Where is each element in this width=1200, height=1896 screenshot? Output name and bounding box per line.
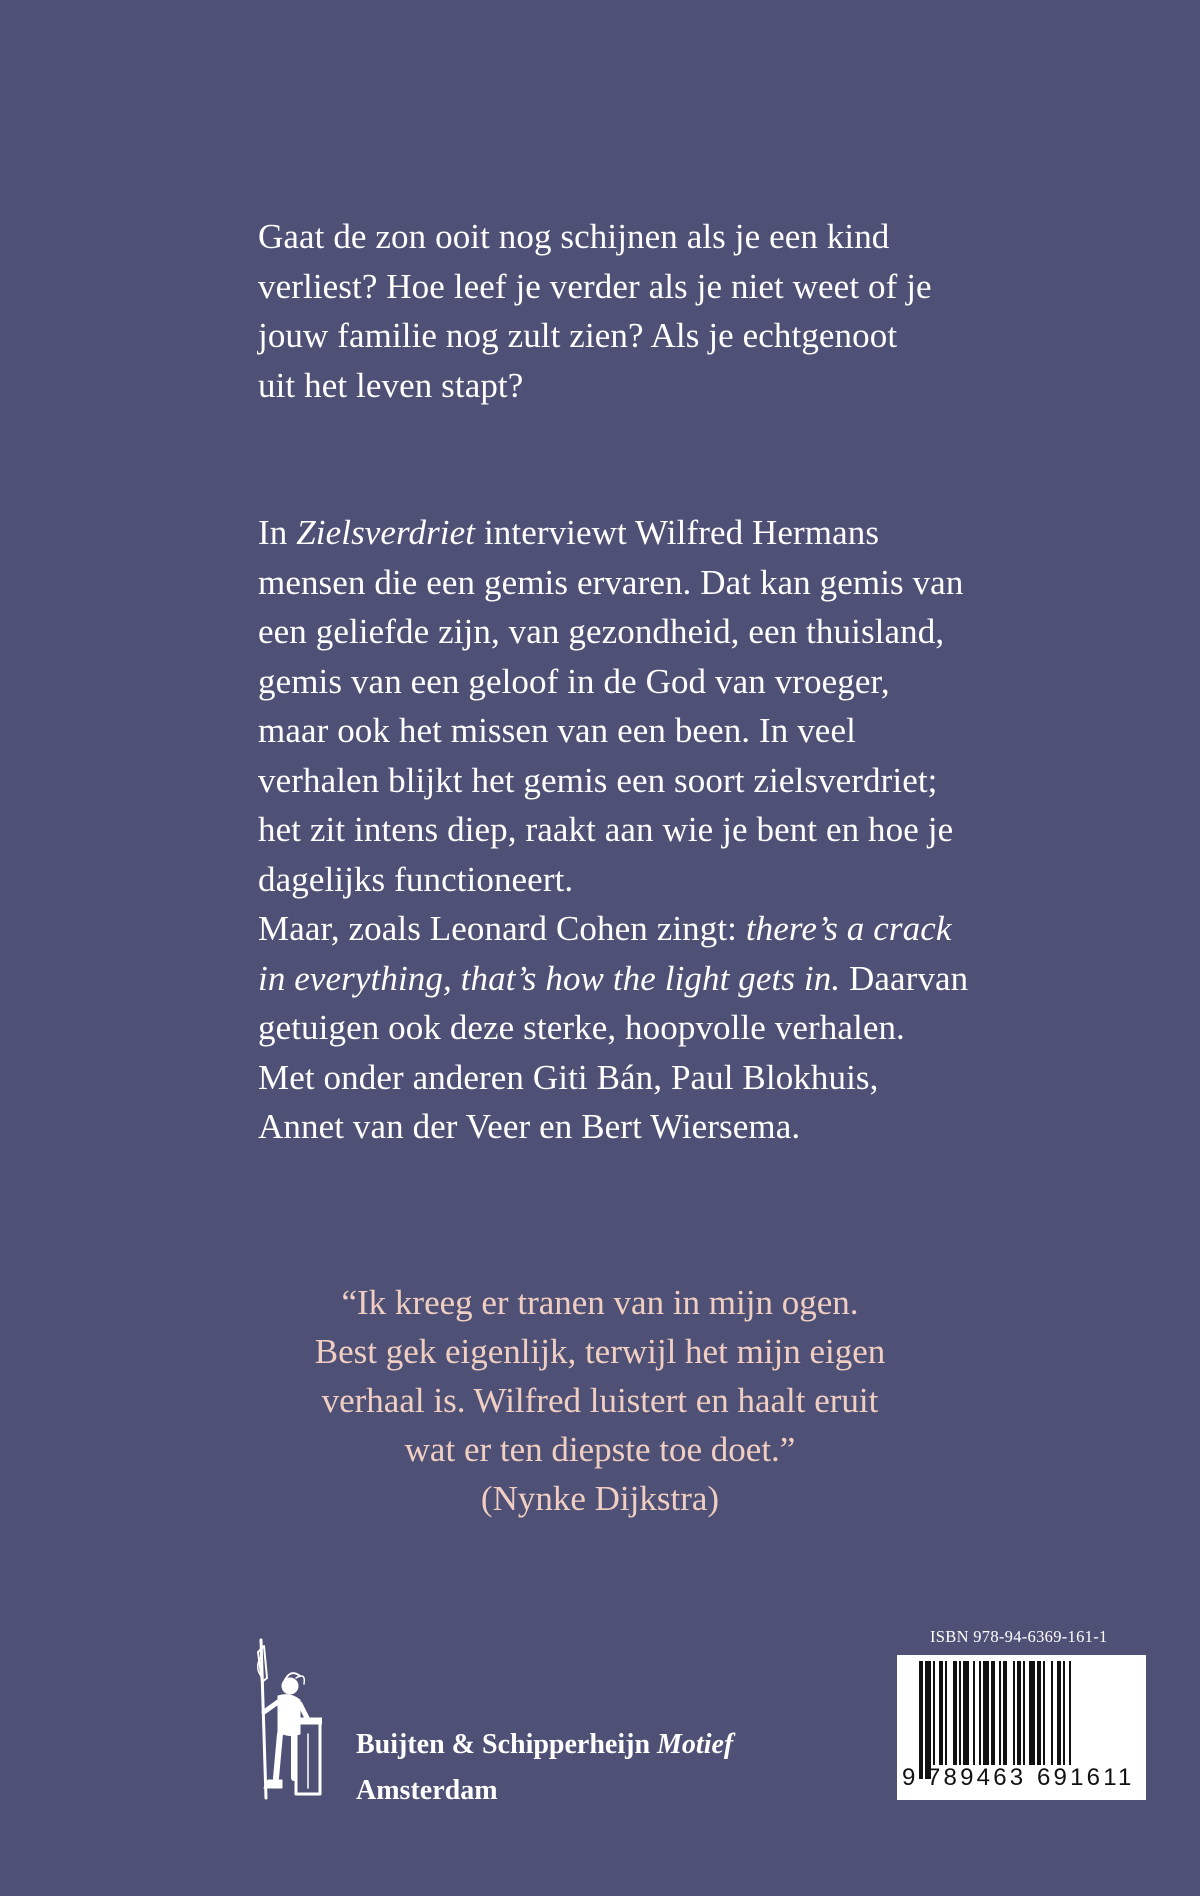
barcode-bar — [939, 1661, 943, 1765]
quote-line: “Ik kreeg er tranen van in mijn ogen. — [341, 1283, 859, 1322]
barcode-bar — [1043, 1661, 1045, 1765]
blurb-line: jouw familie nog zult zien? Als je echtgenoot — [258, 316, 898, 355]
blurb-line: maar ook het missen van een been. In veel — [258, 711, 856, 750]
blurb-line: gemis van een geloof in de God van vroeger, — [258, 661, 890, 701]
barcode-bar — [1037, 1661, 1041, 1765]
barcode-digit-group-right: 691611 — [1037, 1764, 1135, 1791]
blurb-line: Annet van der Veer en Bert Wiersema. — [258, 1107, 801, 1146]
publisher-imprint-name: Motief — [657, 1729, 734, 1760]
blurb-main-paragraph — [258, 508, 1018, 1152]
publisher-city: Amsterdam — [356, 1775, 498, 1806]
blurb-line: getuigen ook deze sterke, hoopvolle verhalen. — [258, 1008, 905, 1047]
book-title: Zielsverdriet — [296, 513, 476, 552]
blurb-line: uit het leven stapt? — [258, 365, 524, 405]
barcode-bar — [959, 1661, 961, 1765]
blurb-line: het zit intens diep, raakt aan wie je bent en hoe je — [258, 810, 954, 849]
barcode-bar — [1003, 1661, 1007, 1765]
barcode — [897, 1655, 1146, 1800]
barcode-bar — [1023, 1661, 1025, 1765]
quote-line: Best gek eigenlijk, terwijl het mijn eigen — [314, 1332, 886, 1371]
blurb-text: interviewt Wilfred Hermans — [475, 513, 880, 552]
endorsement-quote — [250, 1278, 950, 1523]
isbn-label: ISBN 978-94-6369-161-1 — [930, 1627, 1108, 1646]
barcode-bar — [973, 1661, 975, 1765]
blurb-intro-paragraph — [258, 212, 1018, 410]
barcode-bar — [1051, 1661, 1053, 1765]
blurb-line: Met onder anderen Giti Bán, Paul Blokhuis, — [258, 1057, 879, 1097]
quote-attribution: (Nynke Dijkstra) — [480, 1479, 720, 1518]
barcode-bar — [933, 1661, 935, 1765]
barcode-bar — [1063, 1661, 1065, 1765]
barcode-bar — [1057, 1661, 1061, 1765]
blurb-text: In — [258, 513, 297, 552]
barcode-bar — [1017, 1661, 1021, 1765]
quote-line: verhaal is. Wilfred luistert en haalt eruit — [321, 1381, 879, 1420]
publisher-imprint — [356, 1722, 733, 1814]
barcode-bar — [983, 1661, 989, 1765]
barcode-bar — [1069, 1661, 1071, 1765]
barcode-bar — [1013, 1661, 1015, 1765]
publisher-name: Buijten & Schipperheijn — [356, 1729, 651, 1760]
cohen-lyric: there’s a crack — [745, 909, 952, 948]
blurb-line: verliest? Hoe leef je verder als je niet weet of je — [258, 266, 932, 306]
barcode-bar — [1029, 1661, 1035, 1765]
barcode-bar — [963, 1661, 969, 1765]
back-cover-blurb — [258, 212, 1018, 1152]
blurb-line: verhalen blijkt het gemis een soort zielsverdriet; — [258, 760, 938, 800]
barcode-bar — [991, 1661, 995, 1765]
barcode-digit-group-left: 789463 — [927, 1764, 1027, 1791]
blurb-line: mensen die een gemis ervaren. Dat kan gemis van — [258, 562, 964, 602]
barcode-bar — [953, 1661, 957, 1765]
quote-line: wat er ten diepste toe doet.” — [404, 1430, 796, 1469]
blurb-line: een geliefde zijn, van gezondheid, een thuisland, — [258, 612, 945, 651]
barcode-digits — [897, 1760, 1146, 1798]
cohen-lyric: in everything, that’s how the light gets in. — [258, 958, 841, 998]
barcode-bar — [979, 1661, 981, 1765]
knight-with-lance-icon — [252, 1638, 322, 1803]
blurb-line: Gaat de zon ooit nog schijnen als je een kind — [258, 217, 890, 256]
barcode-digit-lead: 9 — [902, 1764, 916, 1791]
blurb-text: Maar, zoals Leonard Cohen zingt: — [258, 909, 746, 948]
blurb-line: dagelijks functioneert. — [258, 859, 574, 899]
barcode-bar — [945, 1661, 947, 1765]
blurb-text: Daarvan — [840, 958, 969, 998]
barcode-bar — [999, 1661, 1001, 1765]
